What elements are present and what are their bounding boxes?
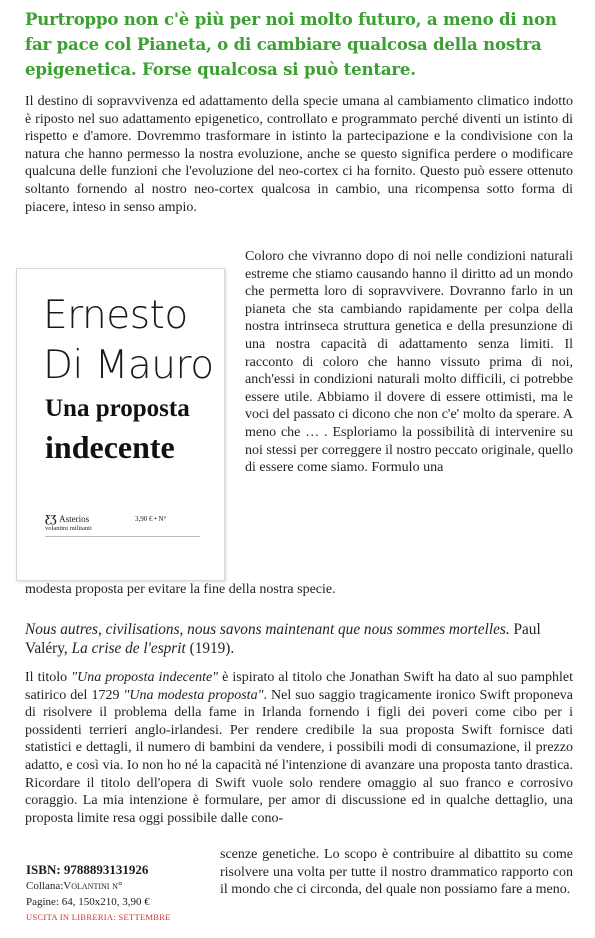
publisher-logo-icon: ƸƷ bbox=[45, 514, 60, 525]
release-date: USCITA IN LIBRERIA: SETTEMBRE bbox=[26, 912, 171, 922]
body-paragraph-end: scenze genetiche. Lo scopo è contribuire al dibattito su come risolvere una volta per tutte il nostro drammatico rapporto con il mondo che ci circonda, del quale non possiamo fare a meno. bbox=[220, 847, 573, 898]
book-author-last: Di Mauro bbox=[43, 343, 214, 388]
collana-value: Volantini n° bbox=[63, 880, 123, 892]
body-paragraph bbox=[25, 669, 573, 827]
intro-paragraph: Il destino di sopravvivenza ed adattamento della specie umana al cambiamento climatico indotto è riposto nel suo adattamento epigenetico, controllato e programmato perché diventi un istinto di rispetto e d'amore. Dovremmo trasformare in istinto la partecipazione e la condivisione con la natura che hanno permesso la nostra evoluzione, anche se questo significa perdere o modificare qualcuna delle funzioni che l'evoluzione del neo-cortex ci ha fornito. Questo può essere ottenuto soltanto fornendo al nostro neo-cortex qualcosa in cambio, una ricompensa sotto forma di piacere, inteso in senso ampio. bbox=[25, 94, 573, 215]
book-publisher bbox=[45, 514, 89, 525]
body-part-1: Il titolo bbox=[25, 670, 72, 685]
quote-work: La crise de l'esprit bbox=[71, 640, 186, 657]
column-paragraph: Coloro che vivranno dopo di noi nelle condizioni naturali estreme che stiamo causando hanno il diritto ad un mondo che permetta loro di sopravvivere. Dovranno farlo in un pianeta che sta cambiando rapidamente per colpa della nostra intrinseca struttura genetica e della presunzione di una nostra capacità di adattamento senza limiti. Il racconto di coloro che hanno vissuto prima di noi, anch'essi in condizioni naturali molto difficili, ci potrebbe essere utile. Abbiamo il dovere di essere ottimisti, ma le voci del passato ci dicono che non c'e' molto da sperare. A meno che … . Esploriamo la possibilità di intervenire su noi stessi per correggere il nostro peccato originale, quello di essere come siamo. Formulo una bbox=[245, 249, 573, 476]
book-price: 3,90 € • N° bbox=[135, 515, 167, 523]
book-divider bbox=[45, 536, 200, 537]
publisher-name: Asterios bbox=[59, 514, 90, 524]
book-title-line2: indecente bbox=[45, 429, 175, 465]
quote-text: Nous autres, civilisations, nous savons maintenant que nous sommes mortelles. bbox=[25, 621, 510, 638]
book-title-line1: Una proposta bbox=[45, 395, 190, 422]
body-part-3: . Nel suo saggio tragicamente ironico Swift proponeva di risolvere il problema della fame in Irlanda fornendo i figli dei poveri come cibo per i possidenti terrieri anglo-irlandesi. Per rendere credibile la sua proposta Swift fornisce dati statistici e dettagli, il numero di bambini da vendere, i possibili modi di consumazione, il prezzo adatto, e così via. Io non ho né la capacità né l'intenzione di avanzare una proposta tanto drastica. Ricordare il titolo dell'opera di Swift vuole solo rendere omaggio al suo franco e corrosivo coraggio. La mia intenzione è formulare, per amor di discussione ed in qualche dettaglio, una proposta limite resa oggi possibile dalle cono- bbox=[25, 687, 574, 826]
book-author-first: Ernesto bbox=[43, 293, 188, 338]
collana bbox=[26, 878, 171, 894]
body-part-2: è ispirato al titolo che Jonathan Swift ha dato al suo pamphlet satirico del 1729 bbox=[25, 670, 573, 703]
quote-author: Paul Valéry, bbox=[25, 621, 541, 657]
epigraph-quote bbox=[25, 620, 573, 658]
quote-year: (1919). bbox=[189, 640, 235, 657]
book-cover bbox=[16, 268, 225, 581]
collana-label: Collana: bbox=[26, 880, 64, 892]
book-info bbox=[26, 861, 171, 924]
body-title-1: "Una proposta indecente" bbox=[71, 670, 219, 685]
column-tail: modesta proposta per evitare la fine della nostra specie. bbox=[25, 582, 336, 597]
body-title-2: "Una modesta proposta" bbox=[123, 687, 264, 703]
pagine: Pagine: 64, 150x210, 3,90 € bbox=[26, 896, 150, 908]
book-series: volantini militanti bbox=[45, 525, 92, 532]
headline: Purtroppo non c'è più per noi molto futuro, a meno di non far pace col Pianeta, o di cambiare qualcosa della nostra epigenetica. Forse qualcosa si può tentare. bbox=[25, 9, 557, 79]
isbn: ISBN: 9788893131926 bbox=[26, 862, 149, 877]
